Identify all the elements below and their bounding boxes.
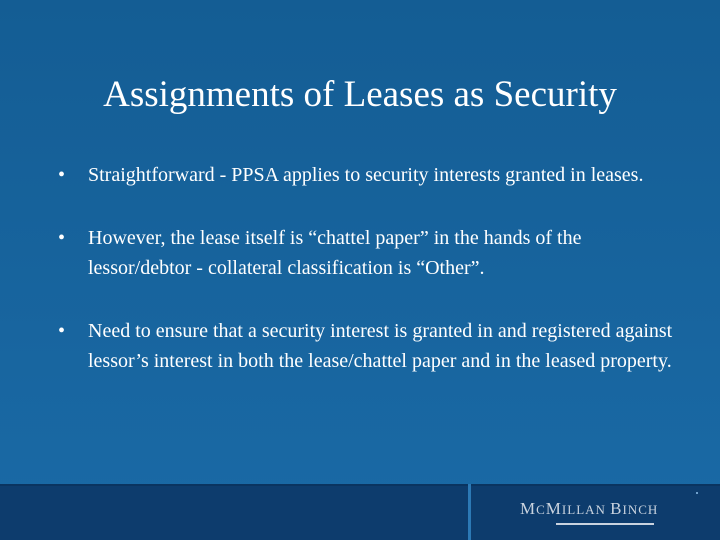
logo-underline: [556, 523, 654, 525]
edge-mark: [696, 492, 698, 494]
bullet-item: [58, 160, 678, 190]
bullet-marker: •: [58, 320, 66, 342]
bullet-marker: •: [58, 227, 66, 249]
slide-title: Assignments of Leases as Security: [103, 74, 617, 115]
footer-top-rule: [0, 484, 720, 486]
bullet-item: [58, 316, 678, 376]
bullet-text: However, the lease itself is “chattel paper” in the hands of the lessor/debtor - collateral classification is “Other”.: [88, 227, 582, 279]
bullet-item: [58, 223, 678, 283]
footer-band: [0, 484, 720, 540]
bullet-list: [58, 160, 678, 409]
logo-text: MCMILLAN BINCH: [520, 499, 659, 518]
bullet-marker: •: [58, 164, 66, 186]
footer-divider: [468, 484, 471, 540]
company-logo: [520, 499, 680, 525]
bullet-text: Straightforward - PPSA applies to security interests granted in leases.: [88, 164, 644, 186]
bullet-text: Need to ensure that a security interest is granted in and registered against lessor’s interest in both the lease/chattel paper and in the leased property.: [88, 320, 673, 372]
